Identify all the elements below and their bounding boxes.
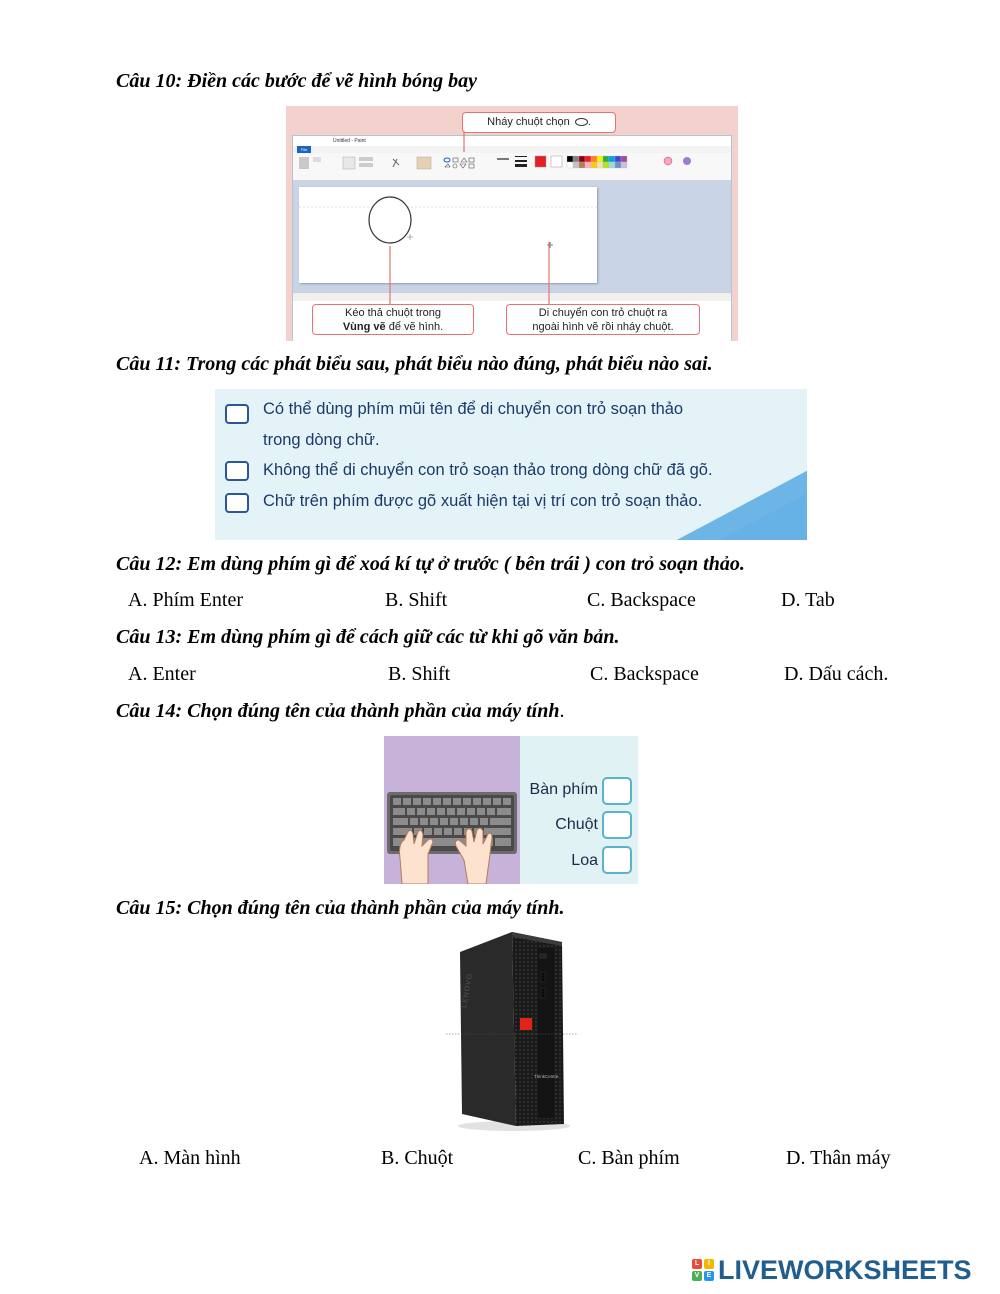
q15-option-c[interactable]: C. Bàn phím	[578, 1147, 680, 1169]
question-10-title: Câu 10: Điền các bước để vẽ hình bóng bay	[116, 70, 478, 92]
statement-1-line2: trong dòng chữ.	[263, 431, 380, 449]
callout-drag-bold: Vùng vẽ	[342, 321, 386, 333]
callout-move-line1: Di chuyển con trỏ chuột ra	[538, 307, 668, 319]
callout-drag-rest: để vẽ hình.	[385, 321, 444, 333]
q15-option-b[interactable]: B. Chuột	[381, 1147, 454, 1169]
statements-box	[215, 389, 807, 540]
callout-drag-line1: Kéo thả chuột trong	[344, 307, 441, 319]
statement-2-checkbox[interactable]	[225, 461, 249, 481]
question-14-period: .	[559, 700, 565, 722]
keyboard-icon	[384, 736, 520, 884]
paint-title-bar: Untitled - Paint	[293, 136, 731, 146]
callout-move-line2: ngoài hình vẽ rồi nháy chuột.	[532, 321, 674, 333]
question-14-title-text: Câu 14: Chọn đúng tên của thành phần của máy tính	[116, 700, 560, 722]
keyboard-answer-box[interactable]	[602, 777, 632, 805]
logo-square-i: I	[704, 1259, 714, 1269]
computer-tower-icon	[446, 928, 578, 1132]
label-mouse: Chuột	[555, 816, 598, 833]
label-speaker: Loa	[571, 852, 598, 869]
q13-option-c[interactable]: C. Backspace	[590, 663, 699, 685]
keyboard-panel	[384, 736, 520, 884]
statement-3-text: Chữ trên phím được gõ xuất hiện tại vị trí con trỏ soạn thảo.	[263, 492, 703, 510]
computer-tower-image	[446, 928, 578, 1132]
mouse-answer-box[interactable]	[602, 811, 632, 839]
callout-select-text: Nháy chuột chọn	[487, 116, 570, 128]
callout-drag-draw	[312, 304, 474, 335]
q12-option-a[interactable]: A. Phím Enter	[128, 589, 243, 611]
q12-option-b[interactable]: B. Shift	[385, 589, 448, 611]
callout-move-click	[506, 304, 700, 335]
label-keyboard: Bàn phím	[529, 781, 598, 798]
question-15-title: Câu 15: Chọn đúng tên của thành phần của máy tính.	[116, 897, 565, 919]
q15-option-a[interactable]: A. Màn hình	[139, 1147, 241, 1169]
logo-square-l: L	[692, 1259, 702, 1269]
statement-3-checkbox[interactable]	[225, 493, 249, 513]
q12-option-d[interactable]: D. Tab	[781, 589, 835, 611]
paint-screenshot	[286, 106, 738, 341]
statement-1-checkbox[interactable]	[225, 404, 249, 424]
question-12-title: Câu 12: Em dùng phím gì để xoá kí tự ở trước ( bên trái ) con trỏ soạn thảo.	[116, 553, 745, 575]
question-11-title: Câu 11: Trong các phát biểu sau, phát biểu nào đúng, phát biểu nào sai.	[116, 353, 713, 375]
q13-option-b[interactable]: B. Shift	[388, 663, 451, 685]
q12-option-c[interactable]: C. Backspace	[587, 589, 696, 611]
ellipse-icon	[575, 118, 588, 126]
question-14-title	[116, 700, 564, 723]
keyboard-matching-box	[384, 736, 638, 884]
logo-text: LIVEWORKSHEETS	[718, 1255, 972, 1285]
statement-2-text: Không thể di chuyển con trỏ soạn thảo trong dòng chữ đã gõ.	[263, 461, 713, 479]
logo-square-e: E	[704, 1271, 714, 1281]
tower-brand-side: LENOVO	[461, 972, 475, 1009]
paint-file-tab: File	[297, 146, 311, 153]
logo-square-v: V	[692, 1271, 702, 1281]
q13-option-d[interactable]: D. Dấu cách.	[784, 663, 889, 685]
q15-option-d[interactable]: D. Thân máy	[786, 1147, 891, 1169]
question-13-title: Câu 13: Em dùng phím gì để cách giữ các từ khi gõ văn bản.	[116, 626, 620, 648]
callout-select-ellipse: Nháy chuột chọn .	[462, 112, 616, 133]
tower-brand-front: ThinkCentre	[534, 1074, 559, 1079]
q13-option-a[interactable]: A. Enter	[128, 663, 196, 685]
statement-1-line1: Có thể dùng phím mũi tên để di chuyển con trỏ soạn thảo	[263, 400, 684, 418]
speaker-answer-box[interactable]	[602, 846, 632, 874]
